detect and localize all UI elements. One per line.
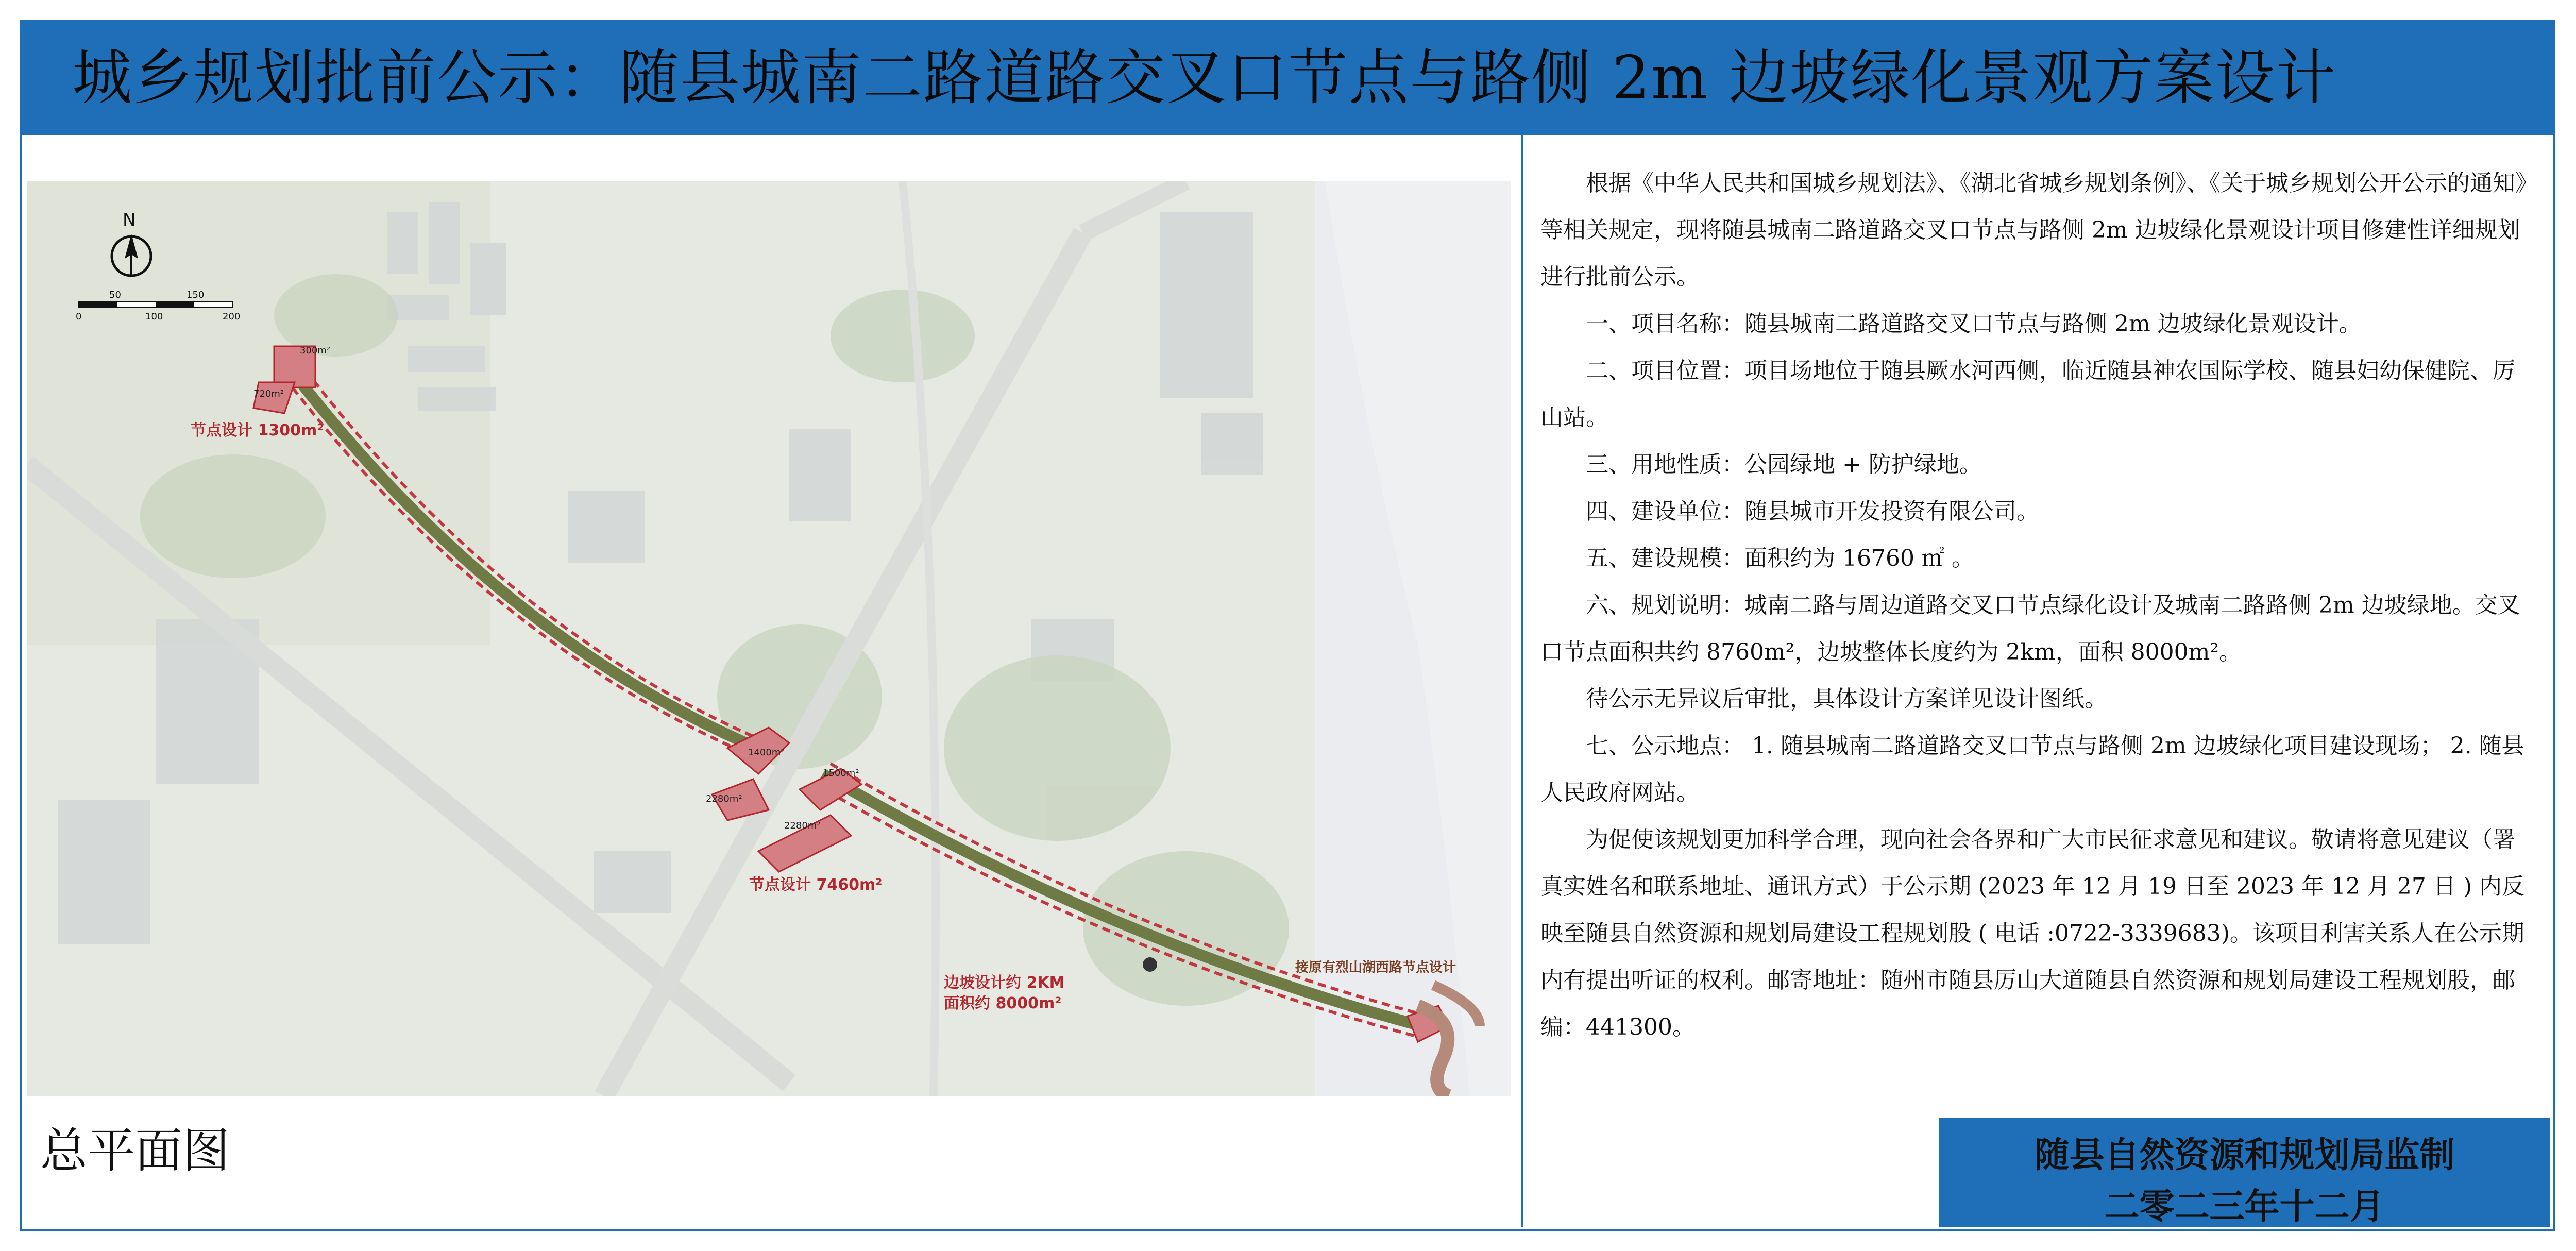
slope-label-length: 边坡设计约 2KM: [944, 974, 1065, 992]
notice-paragraph: 三、用地性质：公园绿地 + 防护绿地。: [1586, 451, 1982, 478]
node-label-1300: 节点设计 1300m²: [191, 421, 324, 439]
notice-paragraph: 一、项目名称：随县城南二路道路交叉口节点与路侧 2m 边坡绿化景观设计。: [1586, 311, 2362, 337]
issuer-name: 随县自然资源和规划局监制: [2034, 1135, 2455, 1176]
notice-paragraph: 二、项目位置：项目场地位于随县厥水河西侧，临近随县神农国际学校、随县妇幼保健院、厉山站。: [1540, 358, 2515, 431]
issue-date: 二零二三年十二月: [2104, 1187, 2385, 1227]
notice-paragraph: 七、公示地点： 1. 随县城南二路道路交叉口节点与路侧 2m 边坡绿化项目建设现场； 2. 随县人民政府网站。: [1540, 733, 2524, 806]
scale-tick-50: 50: [109, 290, 121, 300]
north-arrow-icon: [103, 210, 160, 282]
area-label-1400: 1400m²: [748, 747, 785, 758]
area-label-2280-west: 2280m²: [706, 793, 742, 804]
area-label-300: 300m²: [300, 345, 331, 356]
notice-paragraph: 六、规划说明：城南二路与周边道路交叉口节点绿化设计及城南二路路侧 2m 边坡绿地。交叉口节点面积共约 8760m²，边坡整体长度约为 2km，面积 8000m²。: [1540, 592, 2520, 665]
scale-tick-100: 100: [145, 311, 163, 322]
notice-paragraph: 待公示无异议后审批，具体设计方案详见设计图纸。: [1586, 686, 2107, 712]
north-label: N: [123, 210, 136, 230]
notice-paragraph: 四、建设单位：随县城市开发投资有限公司。: [1586, 498, 2039, 525]
area-label-2280-east: 2280m²: [784, 820, 821, 831]
slope-label-area: 面积约 8000m²: [944, 994, 1062, 1012]
area-label-1500: 1500m²: [823, 768, 859, 779]
node-label-7460: 节点设计 7460m²: [749, 876, 883, 894]
scale-tick-0: 0: [76, 311, 82, 322]
map-caption: 总平面图: [40, 1123, 230, 1178]
page-title: 城乡规划批前公示：随县城南二路道路交叉口节点与路侧 2m 边坡绿化景观方案设计: [72, 43, 2337, 113]
scale-tick-200: 200: [223, 311, 241, 322]
area-label-720: 720m²: [253, 388, 284, 399]
connect-label: 接原有烈山湖西路节点设计: [1295, 960, 1456, 975]
scale-bar: [78, 290, 243, 320]
notice-paragraph: 为促使该规划更加科学合理，现向社会各界和广大市民征求意见和建议。敬请将意见建议（署真实姓名和联系地址、通讯方式）于公示期 (2023 年 12 月 19 日至 2023 年 12 月 27 日 ) 内反映至随县自然资源和规划局建设工程规划股 ( 电话 :0722-3339683)。该项目利害关系人在公示期内有提出听证的权利。邮寄地址：随州市随县厉山大道随县自然资源和规划局建设工程规划股，邮编：441300。: [1540, 826, 2525, 1040]
scale-tick-150: 150: [187, 290, 205, 300]
notice-paragraph: 根据《中华人民共和国城乡规划法》、《湖北省城乡规划条例》、《关于城乡规划公开公示的通知》等相关规定，现将随县城南二路道路交叉口节点与路侧 2m 边坡绿化景观设计项目修建性详细规划进行批前公示。: [1540, 170, 2527, 290]
site-plan-map: [27, 181, 1511, 1096]
notice-paragraph: 五、建设规模：面积约为 16760 ㎡ 。: [1586, 545, 1974, 571]
notice-body: [1540, 160, 2535, 1051]
